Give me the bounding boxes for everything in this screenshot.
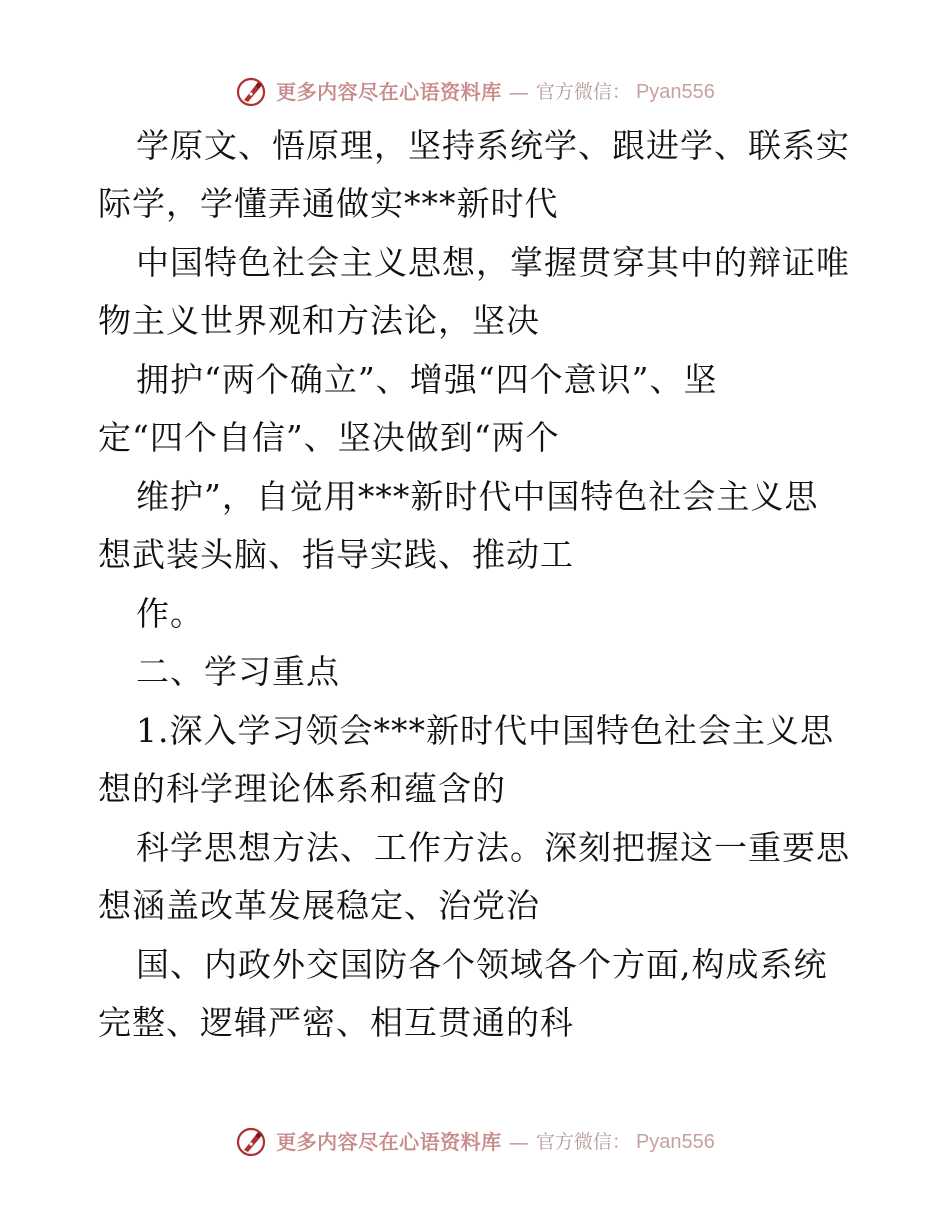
body-line: 际学，学懂弄通做实***新时代 [98,184,559,223]
watermark-main-text: 更多内容尽在心语资料库 [276,79,502,104]
body-line: 想的科学理论体系和蕴含的 [98,769,506,808]
watermark-wechat-id: Pyan556 [635,1130,715,1153]
body-line: 维护”，自觉用***新时代中国特色社会主义思 [136,477,819,516]
body-line: 1.深入学习领会***新时代中国特色社会主义思 [136,711,834,750]
body-line: 完整、逻辑严密、相互贯通的科 [98,1003,574,1042]
watermark-wechat-id: Pyan556 [635,80,715,103]
body-line: 想涵盖改革发展稳定、治党治 [98,886,540,925]
watermark-main-text: 更多内容尽在心语资料库 [276,1129,502,1154]
pen-nib-logo-icon [235,76,267,108]
body-line: 学原文、悟原理，坚持系统学、跟进学、联系实 [136,126,850,165]
watermark-official-label: 官方微信： [535,1130,631,1153]
watermark-official-label: 官方微信： [535,80,631,103]
pen-nib-logo-icon [235,1126,267,1158]
body-line: 作。 [136,594,204,633]
watermark-dash: — [508,79,529,104]
body-line: 科学思想方法、工作方法。深刻把握这一重要思 [136,828,850,867]
body-line: 物主义世界观和方法论，坚决 [98,301,540,340]
body-line: 拥护“两个确立”、增强“四个意识”、坚 [136,360,718,399]
footer-watermark [0,1121,950,1161]
body-line: 定“四个自信”、坚决做到“两个 [98,418,560,457]
body-line: 国、内政外交国防各个领域各个方面,构成系统 [136,945,828,984]
section-heading: 二、学习重点 [136,652,340,691]
watermark-dash: — [508,1129,529,1154]
header-watermark [0,71,950,111]
body-line: 中国特色社会主义思想，掌握贯穿其中的辩证唯 [136,243,850,282]
body-line: 想武装头脑、指导实践、推动工 [98,535,574,574]
